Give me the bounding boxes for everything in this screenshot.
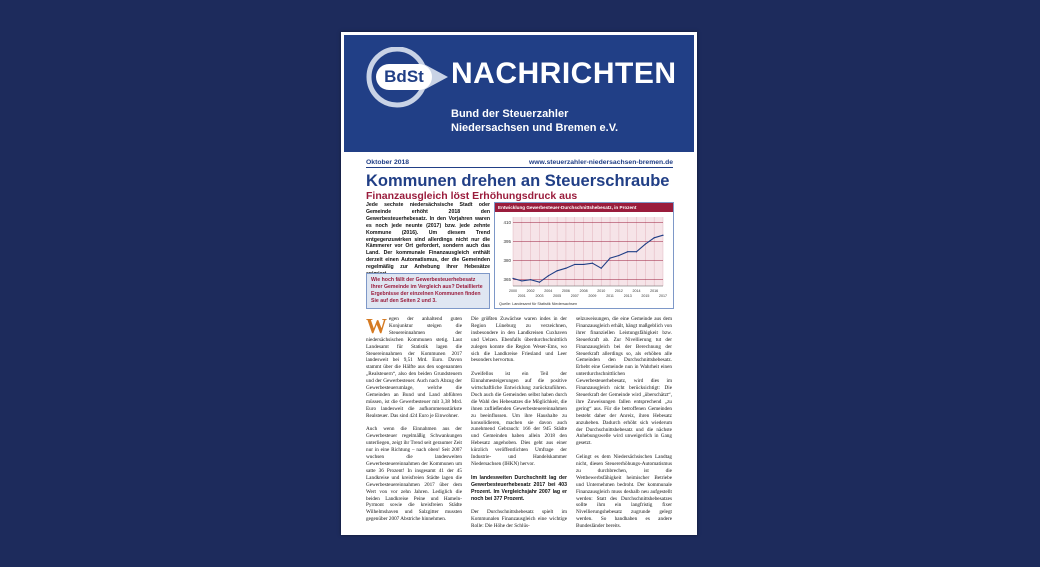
website-link[interactable]: www.steuerzahler-niedersachsen-bremen.de [528, 159, 673, 166]
y-tick-label: 380 [503, 258, 511, 264]
y-tick-label: 395 [503, 239, 511, 245]
newsletter-page [341, 32, 697, 535]
organization-name [451, 107, 618, 135]
x-tick-label: 2003 [535, 294, 544, 298]
org-line-1: Bund der Steuerzahler [451, 108, 569, 120]
col1-paragraph-1: Wegen der anhaltend guten Konjunktur steigen die Steuereinnahmen der niedersächsischen Kommunen stetig. Laut Landesamt für Statistik lagen die Steuereinnahmen der Kommunen 2017 landesweit bei 9,51 Mrd. Euro. Davon stammt über die Hälfte aus den sogenannten „Realsteuern“, also den beiden Grundsteuern und der Gewerbesteuer. Auch nach Abzug der Gewerbesteuerumlage, welche die Gemeinden an Bund und Land abführen müssen, ist die Gewerbesteuer mit 3,38 Mrd. Euro landesweit die aufkommensstärkste Realsteuer. Das sind 424 Euro je Einwohner. [366, 314, 462, 419]
chart-source: Quelle: Landesamt für Statistik Niedersachsen [499, 302, 578, 306]
x-tick-label: 2008 [579, 289, 588, 293]
data-point [654, 237, 655, 238]
col2-paragraph-1: Die größten Zuwächse waren indes in der Region Lüneburg zu verzeichnen, insbesondere in den Landkreisen Cuxhaven und Uelzen. Ebenfalls überdurchschnittlich zulegen konnte die Region Weser-Ems, wo sich die Landkreise Friesland und Leer besonders hervortun. [471, 316, 567, 364]
x-tick-label: 2009 [588, 294, 597, 298]
data-point [583, 264, 584, 265]
callout-box: Wie hoch fällt der Gewerbesteuerhebesatz Ihrer Gemeinde im Vergleich aus? Detaillierte Ergebnisse der einzelnen Kommunen finden Sie auf den Seiten 2 und 3. [366, 273, 490, 309]
data-point [530, 279, 531, 280]
column-2 [471, 316, 567, 535]
x-tick-label: 2015 [641, 294, 650, 298]
subheadline: Finanzausgleich löst Erhöhungsdruck aus [366, 190, 578, 202]
issue-date: Oktober 2018 [366, 159, 410, 166]
column-3 [576, 316, 672, 535]
x-tick-label: 2010 [597, 289, 606, 293]
x-tick-label: 2011 [606, 294, 614, 298]
data-point [636, 251, 637, 252]
col2-paragraph-2: Zweifellos ist ein Teil der Einnahmesteigerungen auf die positive wirtschaftliche Entwicklung zurückzuführen. Doch auch die Gemeinden selbst haben durch die Wahl des Hebesatzes die Möglichkeit, die ihnen zufließenden Gewerbesteuereinnahmen zu beeinflussen. Um ihre Haushalte zu konsolidieren, machen sie davon auch zunehmend Gebrauch: 166 der 945 Städte und Gemeinden haben allein 2018 den Hebesatz angehoben. Dies geht aus einer kürzlich veröffentlichten Umfrage der Industrie- und Handelskammer Niedersachsen (IHKN) hervor. [471, 371, 567, 468]
data-point [662, 235, 663, 236]
chart-title: Entwicklung Gewerbesteuer-Durchschnittshebesatz, in Prozent [495, 203, 673, 212]
bdst-logo [366, 47, 450, 109]
data-point [512, 278, 513, 279]
col3-paragraph-2: Gelingt es dem Niedersächsischen Landtag nicht, diesen Steuererhöhungs-Automatismus zu durchbrechen, ist die Wettbewerbsfähigkeit heimischer Betriebe und Unternehmen bedroht. Der kommunale Finanzausgleich muss deshalb neu aufgestellt werden: Statt des Durchschnittshebesatzes sollte ihm ein langfristig fixer Nivellierungshebesatz zugrunde gelegt werden. So handhaben es andere Bundesländer bereits. [576, 454, 672, 530]
x-tick-label: 2017 [659, 294, 667, 298]
data-point [601, 268, 602, 269]
x-tick-label: 2001 [517, 294, 526, 298]
data-point [627, 251, 628, 252]
col3-paragraph-1: selzuweisungen, die eine Gemeinde aus dem Finanzausgleich erhält, hängt maßgeblich von ihrer finanziellen Leistungsfähigkeit bzw. Steuerkraft ab. Zur Nivellierung tut der Finanzausgleich bei der Berechnung der Steuerkraft allerdings so, als erhöben alle Gemeinden den Durchschnittshebesatz. Erhebt eine Gemeinde nun in Wahrheit einen unterdurchschnittlichen Gewerbesteuerhebesatz, wird dies im Finanzausgleich nicht berücksichtigt: Die Steuerkraft der Gemeinde wird „überschätzt“, ihre Zuweisungen fallen entsprechend „zu gering“ aus. Für die betroffenen Gemeinden besteht daher der Anreiz, ihren Hebesatz anzuheben. Dadurch erhöht sich wiederum der Durchschnittshebesatz und die nächste Anhebungswelle wird unweigerlich in Gang gesetzt. [576, 316, 672, 447]
data-point [548, 275, 549, 276]
x-tick-label: 2004 [544, 289, 553, 293]
column-1 [366, 316, 462, 530]
headline: Kommunen drehen an Steuerschraube [366, 172, 670, 190]
y-tick-label: 410 [503, 220, 511, 226]
plot-area [513, 217, 663, 286]
lead-paragraph: Jede sechste niedersächsische Stadt oder Gemeinde erhöht 2018 den Gewerbesteuerhebesatz. In den Vorjahren waren es noch jede neunte (2017) bzw. jede zehnte Kommune (2016). Um diesem Trend entgegenzuwirken sind allerdings nicht nur die Kämmerer vor Ort gefordert, sondern auch das Land. Der kommunale Finanzausgleich enthält derzeit einen Automatismus, der die Gemeinden regelmäßig zur Anhebung ihrer Hebesätze [366, 202, 490, 271]
data-point [609, 257, 610, 258]
x-tick-label: 2006 [561, 289, 570, 293]
x-tick-label: 2002 [526, 289, 535, 293]
data-point [539, 282, 540, 283]
x-tick-label: 2000 [509, 289, 517, 293]
y-tick-label: 365 [503, 277, 511, 283]
col2-paragraph-3: Im landesweiten Durchschnitt lag der Gewerbesteuerhebesatz 2017 bei 403 Prozent. Im Vergleichsjahr 2007 lag er noch bei 377 Prozent. [471, 474, 567, 502]
data-point [592, 263, 593, 264]
data-point [521, 280, 522, 281]
header-rule [366, 167, 673, 168]
data-point [565, 268, 566, 269]
x-tick-label: 2005 [553, 294, 562, 298]
x-tick-label: 2007 [570, 294, 579, 298]
data-point [557, 270, 558, 271]
data-point [574, 264, 575, 265]
x-tick-label: 2016 [650, 289, 659, 293]
data-point [618, 255, 619, 256]
logo-text: BdSt [376, 64, 432, 90]
masthead [344, 35, 694, 152]
col1-paragraph-2: Auch wenn die Einnahmen aus der Gewerbesteuer regelmäßig Schwankungen unterliegen, zeigt ihr Trend seit geraumer Zeit nur in eine Richtung – nach oben! Seit 2007 wuchsen die landesweiten Gewerbesteuereinnahmen der Kommunen um satte 36 Prozent! In insgesamt 41 der 45 Landkreise und kreisfreien Städte lagen die Gewerbesteuereinnahmen 2017 über dem Wert von vor zehn Jahren. Lediglich die beiden Landkreise Peine und Hameln-Pyrmont sowie die kreisfreien Städte Wilhelmshaven und Salzgitter mussten gegenüber 2007 Abstriche hinnehmen. [366, 426, 462, 523]
hebesatz-chart [494, 202, 674, 309]
org-line-2: Niedersachsen und Bremen e.V. [451, 122, 619, 134]
dropcap: W [366, 314, 387, 338]
x-tick-label: 2013 [623, 294, 632, 298]
col2-paragraph-4: Der Durchschnittshebesatz spielt im Kommunalen Finanzausgleich eine wichtige Rolle: Die Höhe der Schlüs- [471, 509, 567, 530]
newsletter-title: NACHRICHTEN [451, 57, 677, 90]
x-tick-label: 2012 [614, 289, 623, 293]
chart-plot [495, 212, 673, 302]
x-tick-label: 2014 [632, 289, 641, 293]
data-point [645, 244, 646, 245]
